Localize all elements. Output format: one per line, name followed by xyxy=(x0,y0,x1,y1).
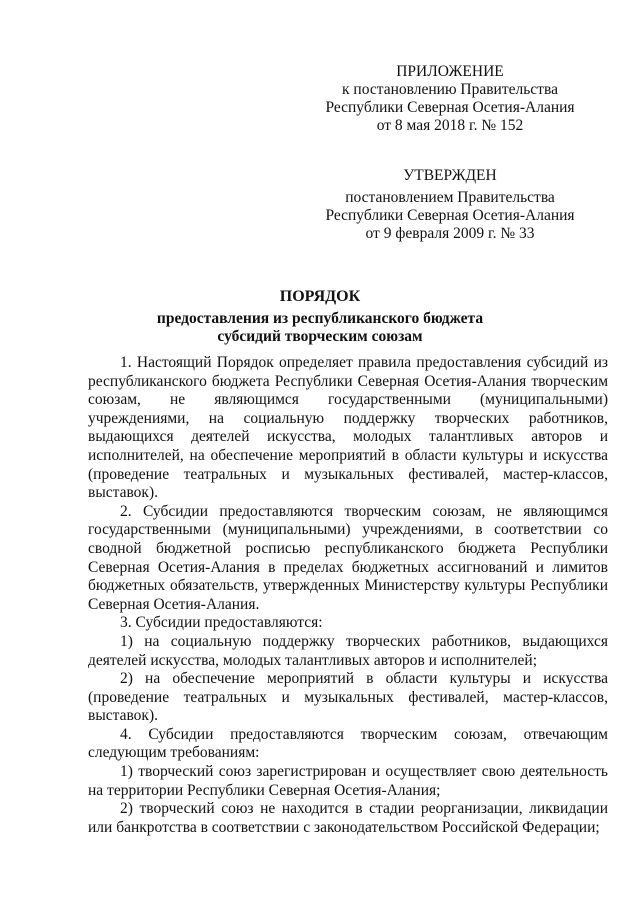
appendix-line: к постановлению Правительства xyxy=(342,81,558,98)
paragraph: 3. Субсидии предоставляются: xyxy=(120,614,323,632)
document-body xyxy=(88,354,608,837)
paragraph: 2. Субсидии предоставляются творческим союзам, не являющимся государственными (муниципальными) учреждениями, в соответствии со сводной бюджетной росписью республиканского бюджета Республики Северная Осетия-Алания в пределах бюджетных ассигнований и лимитов бюджетных обязательств, утвержденных Министерству культуры Республики Северная Осетия-Алания. xyxy=(88,502,608,613)
paragraph: 2) творческий союз не находится в стадии реорганизации, ликвидации или банкротства в соответствии с законодательством Российской Федерации; xyxy=(88,800,608,836)
approved-date: от 9 февраля 2009 г. № 33 xyxy=(365,225,535,242)
document-title xyxy=(0,288,640,347)
paragraph: 2) на обеспечение мероприятий в области культуры и искусства (проведение театральных и музыкальных фестивалей, мастер-классов, выставок). xyxy=(88,670,608,725)
appendix-line: Республики Северная Осетия-Алания xyxy=(325,99,575,116)
paragraph: 1. Настоящий Порядок определяет правила предоставления субсидий из республиканского бюджета Республики Северная Осетия-Алания творческим союзам, не являющимся государственными (муниципальными) учреждениями, на социальную поддержку творческих работников, выдающихся деятелей искусства, молодых талантливых авторов и исполнителей, на обеспечение мероприятий в области культуры и искусства (проведение театральных и музыкальных фестивалей, мастер-классов, выставок). xyxy=(88,354,608,502)
title-subtitle: субсидий творческим союзам xyxy=(217,328,423,345)
approved-line: Республики Северная Осетия-Алания xyxy=(325,207,575,224)
appendix-title: ПРИЛОЖЕНИЕ xyxy=(396,63,504,80)
approved-line: постановлением Правительства xyxy=(345,189,555,206)
approved-header xyxy=(300,167,600,243)
paragraph: 4. Субсидии предоставляются творческим союзам, отвечающим следующим требованиям: xyxy=(88,725,608,762)
appendix-header xyxy=(300,63,600,135)
title-main: ПОРЯДОК xyxy=(279,288,361,305)
paragraph: 1) творческий союз зарегистрирован и осуществляет свою деятельность на территории Республики Северная Осетия-Алания; xyxy=(88,763,608,799)
approved-title: УТВЕРЖДЕН xyxy=(403,167,497,184)
title-subtitle: предоставления из республиканского бюджета xyxy=(156,309,484,327)
paragraph: 1) на социальную поддержку творческих работников, выдающихся деятелей искусства, молодых талантливых авторов и исполнителей; xyxy=(88,632,608,669)
appendix-date: от 8 мая 2018 г. № 152 xyxy=(376,117,524,134)
